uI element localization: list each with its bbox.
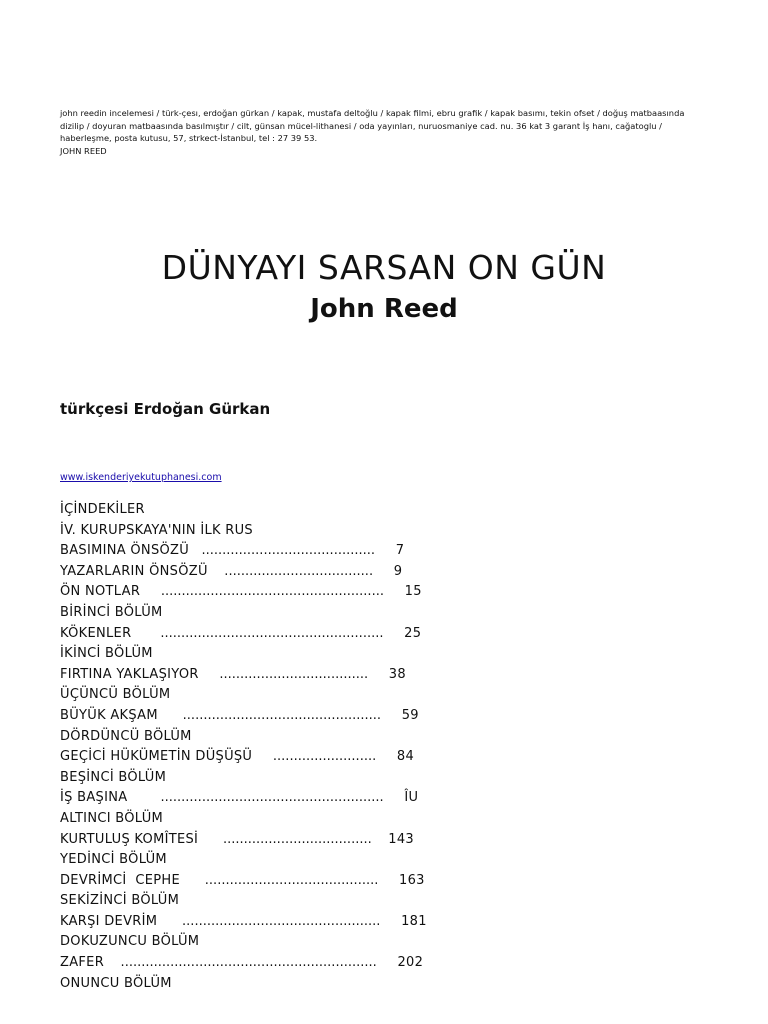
- toc-dot-leader: ....................................: [207, 563, 394, 579]
- toc-page-number: 38: [388, 666, 406, 682]
- toc-page-number: 7: [395, 543, 405, 559]
- toc-heading: [60, 974, 427, 995]
- translator-credit: türkçesi Erdoğan Gürkan: [60, 400, 271, 418]
- toc-page-number: 59: [401, 707, 419, 723]
- toc-entry: [60, 562, 427, 583]
- toc-heading: [60, 521, 427, 542]
- toc-dot-leader: .........................: [252, 749, 397, 765]
- toc-heading: [60, 891, 427, 912]
- toc-dot-leader: ....................................: [198, 666, 389, 682]
- toc-page-number: 181: [401, 913, 427, 929]
- toc-heading: [60, 768, 427, 789]
- book-author: John Reed: [310, 294, 458, 324]
- toc-heading: [60, 932, 427, 953]
- table-of-contents: [60, 500, 427, 994]
- colophon-author: JOHN REED: [60, 145, 107, 156]
- toc-entry-title: DÖRDÜNCÜ BÖLÜM: [60, 728, 192, 744]
- book-title: DÜNYAYI SARSAN ON GÜN: [161, 248, 607, 287]
- toc-dot-leader: ................................................: [157, 707, 402, 723]
- toc-dot-leader: ......................................................: [131, 625, 405, 641]
- toc-entry-title: SEKİZİNCİ BÖLÜM: [60, 893, 180, 909]
- toc-entry-title: İÇİNDEKİLER: [60, 502, 145, 517]
- toc-entry: [60, 665, 427, 686]
- toc-page-number: 84: [396, 749, 415, 765]
- toc-page-number: 25: [404, 625, 422, 641]
- toc-heading: [60, 603, 427, 624]
- toc-dot-leader: ......................................................: [127, 790, 405, 806]
- toc-heading: [60, 850, 427, 871]
- toc-entry-title: KARŞI DEVRİM: [60, 913, 158, 929]
- toc-entry: [60, 830, 427, 851]
- toc-page-number: ÎU: [404, 790, 419, 806]
- toc-page-number: 163: [399, 872, 425, 888]
- toc-heading: [60, 809, 427, 830]
- website-link[interactable]: www.iskenderiyekutuphanesi.com: [60, 472, 222, 483]
- toc-page-number: 15: [404, 584, 422, 600]
- toc-entry-title: İKİNCİ BÖLÜM: [60, 646, 153, 662]
- toc-entry-title: İŞ BAŞINA: [60, 790, 128, 806]
- toc-entry: [60, 706, 427, 727]
- colophon: [60, 107, 700, 157]
- toc-entry-title: FIRTINA YAKLAŞIYOR: [60, 666, 199, 682]
- toc-page-number: 202: [397, 955, 424, 971]
- colophon-line: john reedin incelemesi / türk-çesı, erdoğan gürkan / kapak, mustafa deltoğlu / kapak filmi, ebru grafik / kapak basımı, tekin ofset / doğuş matbaasında: [60, 108, 685, 118]
- toc-entry-title: BÜYÜK AKŞAM: [60, 707, 158, 723]
- toc-heading: [60, 727, 427, 748]
- toc-dot-leader: ..............................................................: [104, 955, 398, 971]
- toc-entry-title: BASIMINA ÖNSÖZÜ: [60, 543, 190, 559]
- toc-dot-leader: ..........................................: [189, 543, 396, 559]
- toc-entry: [60, 747, 427, 768]
- toc-entry-title: KÖKENLER: [60, 625, 132, 641]
- toc-dot-leader: ................................................: [157, 913, 402, 929]
- toc-entry-title: ÖN NOTLAR: [60, 584, 141, 600]
- toc-heading: [60, 500, 427, 521]
- colophon-line: haberleşme, posta kutusu, 57, strkect-İstanbul, tel : 27 39 53.: [60, 133, 318, 143]
- toc-dot-leader: ....................................: [198, 831, 389, 847]
- toc-entry-title: DOKUZUNCU BÖLÜM: [60, 934, 200, 950]
- toc-entry-title: ONUNCU BÖLÜM: [60, 975, 172, 991]
- toc-dot-leader: ..........................................: [180, 872, 400, 888]
- toc-entry-title: GEÇİCİ HÜKÜMETİN DÜŞÜŞÜ: [60, 749, 253, 765]
- toc-entry: [60, 912, 427, 933]
- toc-entry: [60, 953, 427, 974]
- toc-entry-title: KURTULUŞ KOMÎTESİ: [60, 831, 199, 847]
- toc-entry: [60, 788, 427, 809]
- toc-entry-title: ZAFER: [60, 955, 105, 971]
- toc-page-number: 9: [393, 563, 403, 579]
- toc-entry-title: ALTINCI BÖLÜM: [60, 810, 164, 826]
- toc-entry-title: YAZARLARIN ÖNSÖZÜ: [60, 563, 208, 579]
- toc-entry-title: ÜÇÜNCÜ BÖLÜM: [60, 687, 171, 703]
- toc-dot-leader: ......................................................: [140, 584, 405, 600]
- toc-entry-title: BEŞİNCİ BÖLÜM: [60, 769, 167, 785]
- toc-heading: [60, 685, 427, 706]
- toc-entry: [60, 871, 427, 892]
- toc-heading: [60, 644, 427, 665]
- toc-entry-title: DEVRİMCİ CEPHE: [60, 872, 180, 888]
- toc-entry-title: İV. KURUPSKAYA'NIN İLK RUS: [60, 522, 253, 538]
- toc-entry: [60, 582, 427, 603]
- toc-entry: [60, 624, 427, 645]
- toc-entry-title: BİRİNCİ BÖLÜM: [60, 604, 163, 620]
- toc-entry: [60, 541, 427, 562]
- toc-page-number: 143: [388, 831, 414, 847]
- toc-entry-title: YEDİNCİ BÖLÜM: [60, 852, 167, 868]
- colophon-line: dizilip / doyuran matbaasında basılmıştır / cilt, günsan mücel-lithanesi / oda yayınları, nuruosmaniye cad. nu. 36 kat 3 garant İş hanı, cağatoglu /: [60, 120, 662, 131]
